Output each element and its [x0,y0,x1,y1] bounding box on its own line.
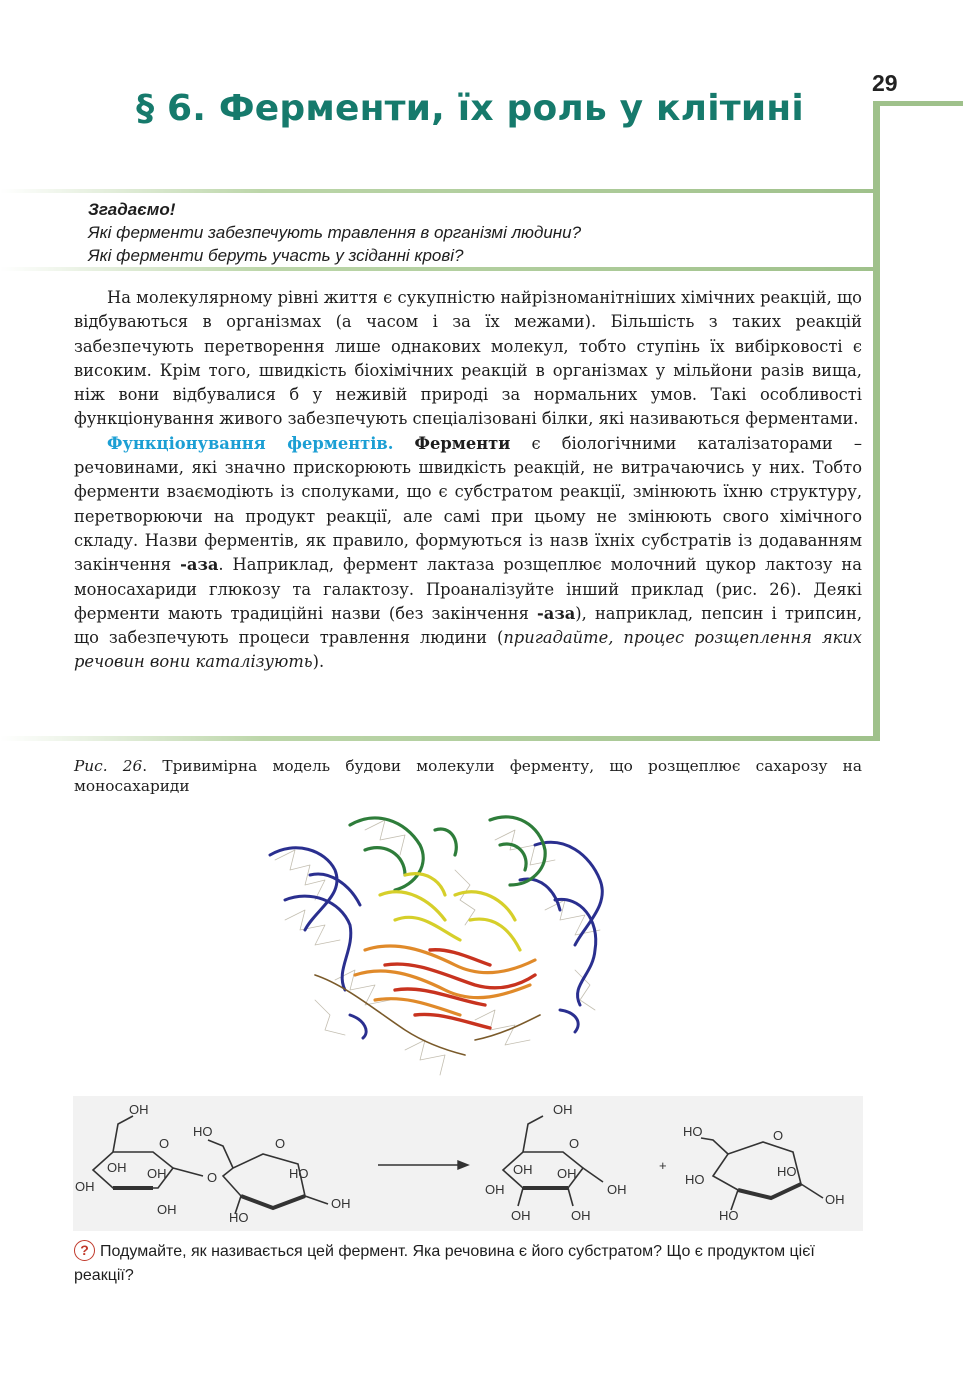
label-oh: OH [825,1192,845,1207]
figure-caption-text: . Тривимірна модель будови молекули ферменту, що розщеплює сахарозу на моносахариди [74,757,863,795]
margin-vertical-rule [873,101,880,741]
label-ho: HO [229,1210,249,1225]
label-oh: OH [607,1182,627,1197]
label-ho: HO [193,1124,213,1139]
label-oh: OH [157,1202,177,1217]
label-oh: OH [107,1160,127,1175]
label-oh: OH [557,1166,577,1181]
label-ring-o: O [159,1136,170,1151]
label-oh: OH [513,1162,533,1177]
label-oh: OH [147,1166,167,1181]
page-title: § 6. Ферменти, їх роль у клітині [136,88,804,129]
label-oh: OH [571,1208,591,1223]
paragraph-intro: На молекулярному рівні життя є сукупністю найрізноманітніших хімічних реакцій, що відбуваються в організмах (а часом і за їх межами). Більшість з таких реакцій забезпечують перетворення лише однакових молекул, тобто ступінь їх вибірковості є високим. Крім того, швидкість біохімічних реакцій в організмах у мільйони разів вища, ніж вони відбувалися б у неживій природі за нормальних умов. Такі особливості функціонування живого забезпечують спеціалізовані білки, які називаються ферментами. [74,288,862,429]
label-oh: OH [331,1196,351,1211]
question-text: Подумайте, як називається цей фермент. Яка речовина є його субстратом? Що є продуктом цієї реакції? [74,1243,815,1284]
label-ho: HO [683,1124,703,1139]
figure-label: Рис. 26 [74,757,143,775]
recall-title: Згадаємо! [88,200,176,219]
recall-question-2: Які ферменти беруть участь у зсіданні крові? [88,246,464,265]
suffix-aza-2: -аза [537,603,576,623]
body-text [74,286,862,675]
paragraph-text-c: ), наприклад, пепсин і трипсин, що забезпечують процеси травлення людини ( [74,603,862,648]
label-ring-o: O [207,1170,218,1185]
recall-bottom-divider [0,267,873,271]
recall-top-divider [0,189,873,193]
label-plus: + [659,1158,667,1173]
recall-box [88,198,848,267]
label-oh: OH [485,1182,505,1197]
section-heading: Функціонування ферментів. [107,433,394,453]
italic-note: пригадайте, процес розщеплення яких речовин вони каталізують [74,628,862,672]
sucrose-hydrolysis-reaction-diagram [73,1096,863,1231]
question-icon: ? [74,1240,95,1261]
paragraph-text-b: . Наприклад, фермент лактаза розщеплює молочний цукор лактозу на моносахариди глюкозу та галактозу. Проаналізуйте інший приклад (рис. 26). Деякі ферменти мають традиційні назви (без закінчення [74,555,862,623]
paragraph-text-d: ). [312,652,325,672]
recall-question-1: Які ферменти забезпечують травлення в організмі людини? [88,223,582,242]
label-oh: OH [129,1102,149,1117]
label-oh: OH [75,1179,95,1194]
label-ho: HO [777,1164,797,1179]
label-ho: HO [289,1166,309,1181]
paragraph-enzymes [74,432,862,675]
label-oh: OH [511,1208,531,1223]
enzyme-3d-model-image [255,800,625,1090]
suffix-aza-1: -аза [180,555,219,575]
term-enzymes: Ферменти [414,433,511,453]
label-ring-o: O [569,1136,580,1151]
label-ho: HO [719,1208,739,1223]
section-bottom-divider [0,736,880,741]
question-block [74,1240,864,1288]
label-ring-o: O [773,1128,784,1143]
page-number: 29 [872,70,898,96]
figure-caption [74,756,862,796]
label-ring-o: O [275,1136,286,1151]
label-ho: HO [685,1172,705,1187]
label-oh: OH [553,1102,573,1117]
paragraph-text-a: є біологічними каталізаторами – речовинами, які значно прискорюють швидкість реакцій, не витрачаючись у них. Тобто ферменти взаємодіють із сполуками, що є субстратом реакції, змінюють їхню структуру, перетворюючи на продукт реакції, але самі при цьому не змінюють свого хімічного складу. Назви ферментів, як правило, формуються із назв їхніх субстратів із додаванням закінчення [74,433,862,575]
